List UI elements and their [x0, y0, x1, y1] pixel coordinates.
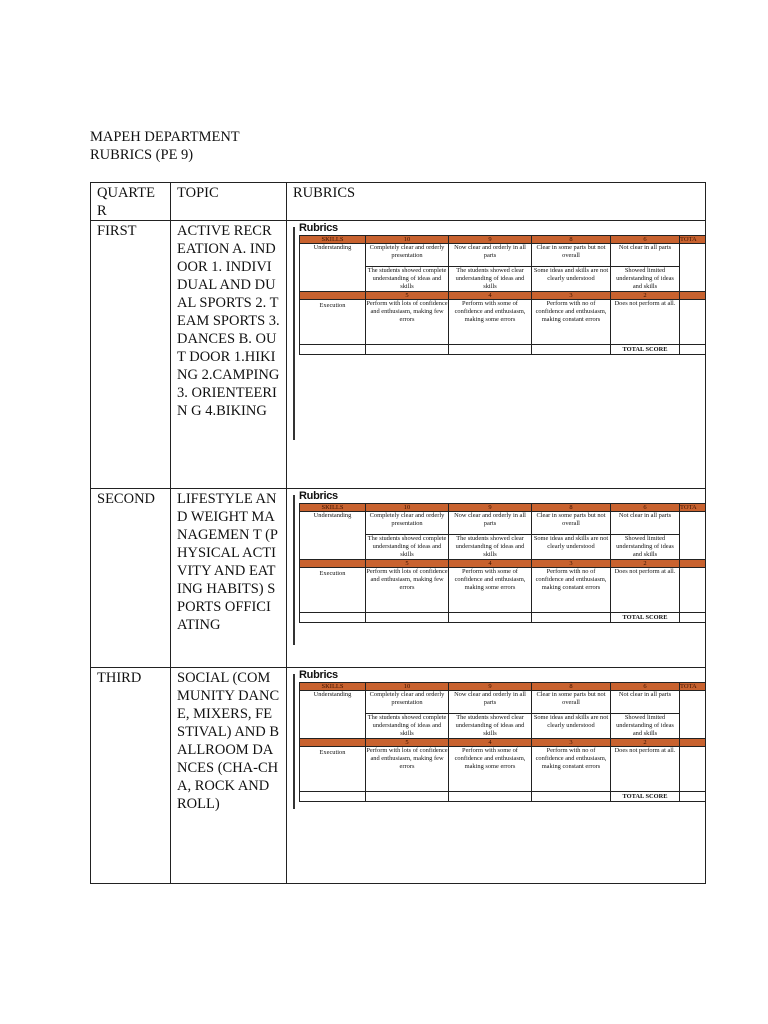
topic-cell: ACTIVE RECREATION A. INDOOR 1. INDIVIDUAL AND DUAL SPORTS 2. TEAM SPORTS 3. DANCES B. OUT DOOR 1.HIKING 2.CAMPING 3. ORIENTEERIN G 4.BIKING [171, 221, 287, 489]
rubric-empty-cell [449, 792, 532, 802]
total-score-label: TOTAL SCORE [611, 613, 680, 623]
rubric-desc: Not clear in all parts [611, 512, 680, 535]
rubric-score-header-2 [300, 739, 706, 747]
rubric-header-cell: 9 [449, 683, 532, 691]
rubric-desc: Perform with no of confidence and enthusiasm, making constant errors [532, 747, 611, 792]
header-rubrics: RUBRICS [287, 183, 706, 221]
rubric-header-cell: SKILLS [300, 683, 366, 691]
rubric-header-cell: 2 [611, 739, 680, 747]
rubric-skill-label: Understanding [300, 512, 366, 560]
department-title: MAPEH DEPARTMENT [90, 129, 240, 145]
rubric-desc: Showed limited understanding of ideas and skills [611, 714, 680, 739]
rubric-header-cell: 2 [611, 292, 680, 300]
rubric-header-cell: TOTA [680, 236, 706, 244]
header-quarter: QUARTE R [91, 183, 171, 221]
rubric-desc: Clear in some parts but not overall [532, 691, 611, 714]
rubric-score-header [300, 504, 706, 512]
rubric-header-cell: 3 [532, 292, 611, 300]
rubric-cell [287, 221, 706, 489]
rubric-row-understanding [300, 512, 706, 535]
rubric-desc: Some ideas and skills are not clearly understood [532, 714, 611, 739]
rubric-header-cell: 9 [449, 236, 532, 244]
rubric-score-header-2 [300, 292, 706, 300]
rubric-header-cell: 2 [611, 560, 680, 568]
rubric-title: Rubrics [299, 669, 338, 681]
rubric-desc: The students showed complete understanding of ideas and skills [366, 535, 449, 560]
rubric-desc: Not clear in all parts [611, 244, 680, 267]
topic-cell: LIFESTYLE AND WEIGHT MANAGEMEN T (PHYSICAL ACTIVITY AND EATING HABITS) SPORTS OFFICIATING [171, 489, 287, 668]
rubric-empty-cell [680, 792, 706, 802]
rubric-desc: Perform with lots of confidence and enthusiasm, making few errors [366, 300, 449, 345]
rubric-desc: Perform with some of confidence and enthusiasm, making some errors [449, 300, 532, 345]
rubric-header-cell: 10 [366, 683, 449, 691]
table-row [91, 668, 706, 884]
rubric-empty-cell [366, 792, 449, 802]
rubric-desc: Showed limited understanding of ideas and skills [611, 535, 680, 560]
rubric-desc: Perform with some of confidence and enthusiasm, making some errors [449, 568, 532, 613]
rubric-desc: Perform with no of confidence and enthusiasm, making constant errors [532, 300, 611, 345]
rubric-header-cell [300, 560, 366, 568]
rubric-header-cell: 5 [366, 739, 449, 747]
rubric-header-cell: 8 [532, 504, 611, 512]
rubric-row-execution [300, 568, 706, 613]
rubric-header-cell: 4 [449, 739, 532, 747]
rubric-desc: The students showed clear understanding of ideas and skills [449, 714, 532, 739]
rubric-desc: Now clear and orderly in all parts [449, 512, 532, 535]
rubric-empty-cell [366, 613, 449, 623]
rubric-score-header [300, 683, 706, 691]
rubric-header-cell: 5 [366, 560, 449, 568]
header-topic: TOPIC [171, 183, 287, 221]
rubric-header-cell [680, 739, 706, 747]
rubric-row-execution [300, 747, 706, 792]
quarter-cell: FIRST [91, 221, 171, 489]
rubric-header-cell: 8 [532, 683, 611, 691]
document-subtitle: RUBRICS (PE 9) [90, 147, 194, 163]
curriculum-table [90, 182, 706, 884]
rubric-table [299, 503, 706, 623]
rubric-skill-label: Understanding [300, 691, 366, 739]
rubric-header-cell: 3 [532, 739, 611, 747]
rubric-desc: Perform with lots of confidence and enthusiasm, making few errors [366, 568, 449, 613]
rubric-row-understanding [300, 244, 706, 267]
rubric-empty-cell [366, 345, 449, 355]
rubric-desc: Completely clear and orderly presentation [366, 512, 449, 535]
rubric-header-cell: 6 [611, 683, 680, 691]
rubric-header-cell: TOTA [680, 683, 706, 691]
rubric-header-cell: 9 [449, 504, 532, 512]
rubric-desc: Perform with no of confidence and enthusiasm, making constant errors [532, 568, 611, 613]
rubric-desc: Now clear and orderly in all parts [449, 691, 532, 714]
rubric-skill-label: Execution [300, 747, 366, 792]
rubric-empty-cell [680, 345, 706, 355]
rubric-desc: Completely clear and orderly presentation [366, 691, 449, 714]
rubric-total-cell [680, 244, 706, 292]
rubric-cell [287, 489, 706, 668]
rubric-total-cell [680, 568, 706, 613]
rubric-desc: The students showed complete understanding of ideas and skills [366, 714, 449, 739]
rubric-total-cell [680, 512, 706, 560]
rubric-empty-cell [300, 345, 366, 355]
rubric-empty-cell [449, 345, 532, 355]
rubric-header-cell: 8 [532, 236, 611, 244]
rubric-header-cell [680, 560, 706, 568]
table-row [91, 221, 706, 489]
rubric-desc: Clear in some parts but not overall [532, 244, 611, 267]
rubric-score-header [300, 236, 706, 244]
rubric-total-row [300, 345, 706, 355]
rubric-row-understanding [300, 691, 706, 714]
rubric-desc: Some ideas and skills are not clearly understood [532, 267, 611, 292]
rubric-header-cell: 4 [449, 292, 532, 300]
rubric-score-header-2 [300, 560, 706, 568]
rubric-empty-cell [300, 792, 366, 802]
rubric-title: Rubrics [299, 222, 338, 234]
rubric-header-cell [300, 739, 366, 747]
quarter-cell: SECOND [91, 489, 171, 668]
rubric-empty-cell [532, 792, 611, 802]
rubric-margin-line [293, 227, 295, 440]
rubric-desc: Does not perform at all. [611, 568, 680, 613]
rubric-header-cell: 10 [366, 236, 449, 244]
rubric-desc: The students showed clear understanding of ideas and skills [449, 535, 532, 560]
rubric-header-cell: SKILLS [300, 504, 366, 512]
rubric-header-cell: TOTA [680, 504, 706, 512]
table-row [91, 489, 706, 668]
rubric-empty-cell [680, 613, 706, 623]
rubric-desc: Some ideas and skills are not clearly understood [532, 535, 611, 560]
rubric-table [299, 682, 706, 802]
rubric-header-cell: 10 [366, 504, 449, 512]
rubric-table [299, 235, 706, 355]
rubric-header-cell [680, 292, 706, 300]
rubric-empty-cell [532, 345, 611, 355]
rubric-total-row [300, 792, 706, 802]
rubric-skill-label: Understanding [300, 244, 366, 292]
rubric-total-cell [680, 300, 706, 345]
table-header-row [91, 183, 706, 221]
rubric-empty-cell [532, 613, 611, 623]
rubric-header-cell [300, 292, 366, 300]
rubric-desc: The students showed clear understanding of ideas and skills [449, 267, 532, 292]
total-score-label: TOTAL SCORE [611, 792, 680, 802]
rubric-desc: Completely clear and orderly presentation [366, 244, 449, 267]
rubric-desc: Showed limited understanding of ideas and skills [611, 267, 680, 292]
rubric-desc: Not clear in all parts [611, 691, 680, 714]
quarter-cell: THIRD [91, 668, 171, 884]
rubric-row-execution [300, 300, 706, 345]
total-score-label: TOTAL SCORE [611, 345, 680, 355]
rubric-header-cell: SKILLS [300, 236, 366, 244]
rubric-total-cell [680, 691, 706, 739]
rubric-skill-label: Execution [300, 568, 366, 613]
rubric-header-cell: 6 [611, 236, 680, 244]
rubric-desc: Perform with some of confidence and enthusiasm, making some errors [449, 747, 532, 792]
rubric-empty-cell [449, 613, 532, 623]
rubric-desc: Now clear and orderly in all parts [449, 244, 532, 267]
document-heading [90, 128, 240, 164]
rubric-cell [287, 668, 706, 884]
rubric-total-row [300, 613, 706, 623]
rubric-desc: Clear in some parts but not overall [532, 512, 611, 535]
rubric-title: Rubrics [299, 490, 338, 502]
rubric-header-cell: 5 [366, 292, 449, 300]
rubric-desc: Perform with lots of confidence and enthusiasm, making few errors [366, 747, 449, 792]
rubric-total-cell [680, 747, 706, 792]
rubric-desc: The students showed complete understanding of ideas and skills [366, 267, 449, 292]
rubric-header-cell: 3 [532, 560, 611, 568]
rubric-skill-label: Execution [300, 300, 366, 345]
rubric-empty-cell [300, 613, 366, 623]
rubric-margin-line [293, 674, 295, 809]
topic-cell: SOCIAL (COMMUNITY DANCE, MIXERS, FESTIVAL) AND BALLROOM DANCES (CHA-CHA, ROCK AND ROLL) [171, 668, 287, 884]
rubric-desc: Does not perform at all. [611, 300, 680, 345]
rubric-header-cell: 6 [611, 504, 680, 512]
rubric-header-cell: 4 [449, 560, 532, 568]
rubric-margin-line [293, 495, 295, 645]
rubric-desc: Does not perform at all. [611, 747, 680, 792]
